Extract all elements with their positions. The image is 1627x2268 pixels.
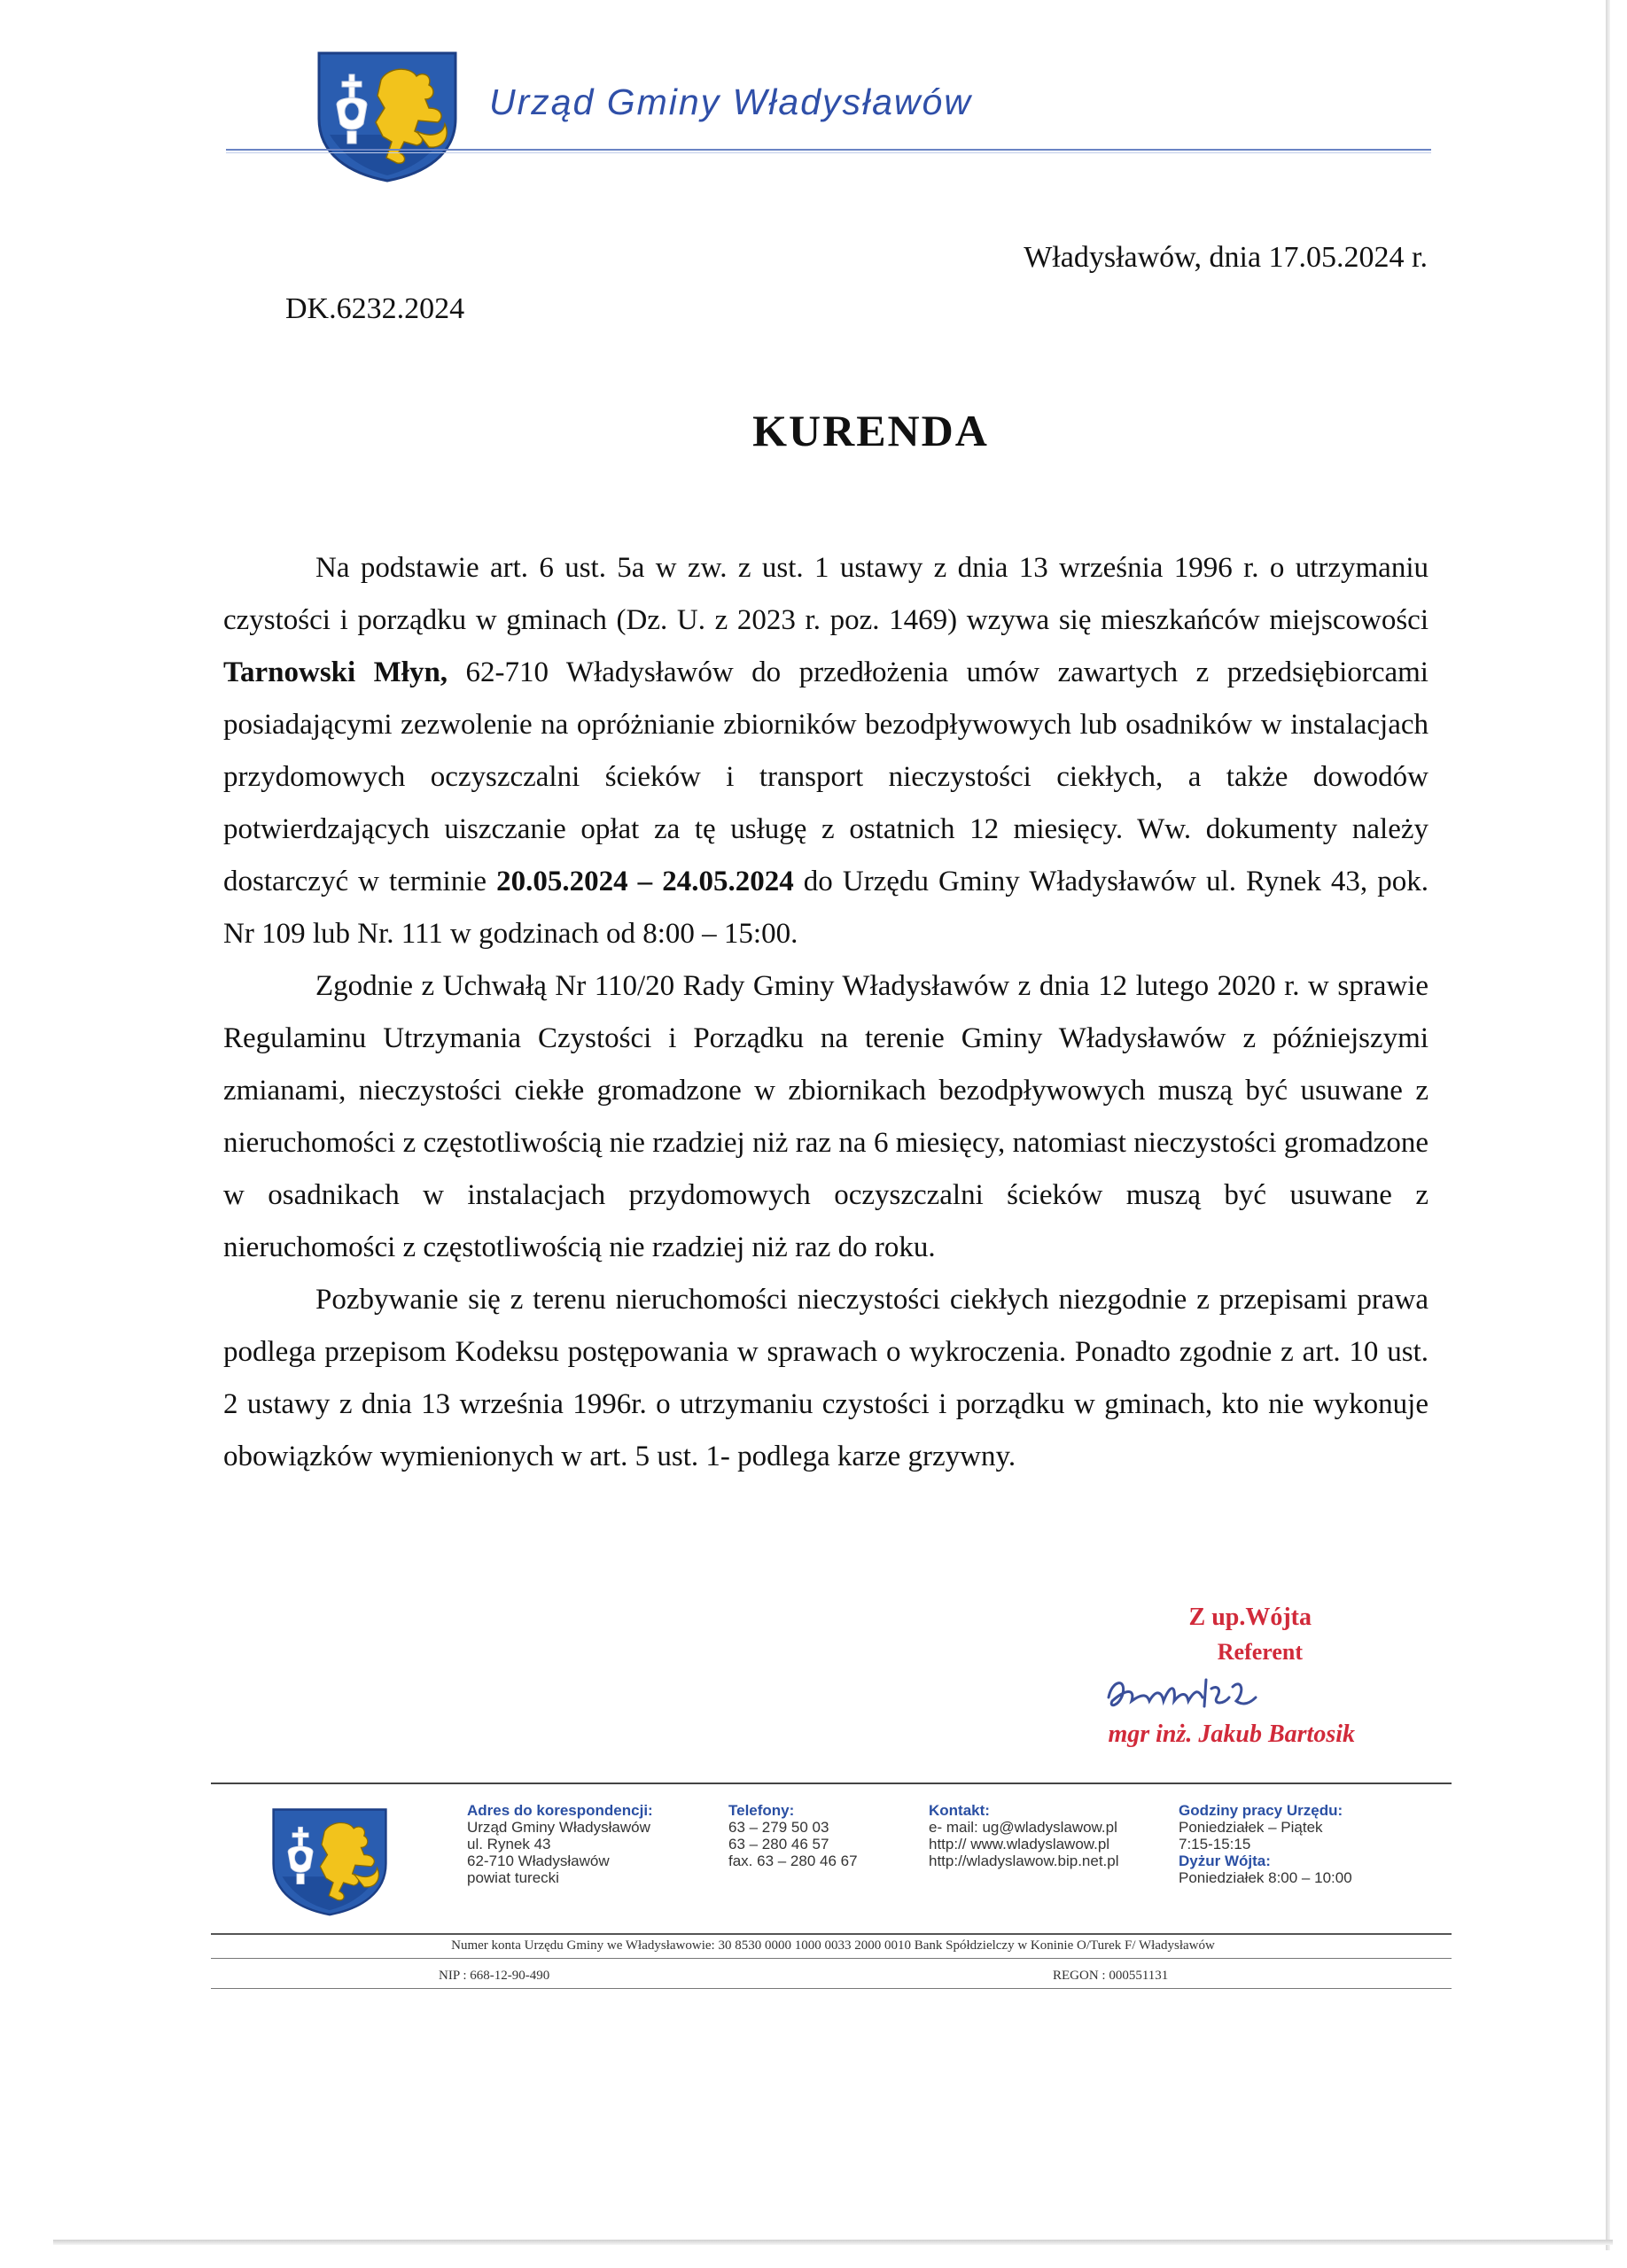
nip-number: NIP : 668-12-90-490 [439, 1969, 550, 1983]
footer-address-line: 62-710 Władysławów [467, 1852, 610, 1869]
paragraph-penalty: Pozbywanie się z terenu nieruchomości nieczystości ciekłych niezgodnie z przepisami prawa podlega przepisom Kodeksu postępowania w sprawach o wykroczenia. Ponadto zgodnie z art. 10 ust. 2 ustawy z dnia 13 września 1996r. o utrzymaniu czystości i porządku w gminach, kto nie wykonuje obowiązków wymienionych w art. 5 ust. 1- podlega karze grzywny. [223, 1284, 1428, 1472]
coat-of-arms-icon [312, 50, 463, 183]
footer-fax-line: fax. 63 – 280 46 67 [728, 1852, 858, 1869]
bank-account: Numer konta Urzędu Gminy we Władysławowie: 30 8530 0000 1000 0033 2000 0010 Bank Spółdzielczy w Koninie O/Turek F/ Władysławów [451, 1938, 1215, 1953]
footer-email-link[interactable]: e- mail: ug@wladyslawow.pl [929, 1819, 1117, 1836]
regon-number: REGON : 000551131 [1053, 1969, 1169, 1983]
page-edge-shadow [1606, 0, 1610, 2250]
place-date: Władysławów, dnia 17.05.2024 r. [1024, 241, 1428, 274]
footer-divider-bottom [211, 1988, 1452, 1989]
footer-mayor-header: Dyżur Wójta: [1179, 1852, 1271, 1869]
office-name: Urząd Gminy Władysławów [489, 82, 972, 122]
reference-number: DK.6232.2024 [285, 292, 465, 325]
coat-of-arms-footer-icon [268, 1798, 392, 1924]
footer-hours-line: 7:15-15:15 [1179, 1836, 1251, 1852]
footer-address [467, 1802, 653, 1886]
footer-hours-line: Poniedziałek – Piątek [1179, 1819, 1323, 1836]
footer-phone-line: 63 – 279 50 03 [728, 1819, 829, 1836]
signatory-name: mgr inż. Jakub Bartosik [1108, 1720, 1355, 1748]
footer-contact-header: Kontakt: [929, 1802, 990, 1819]
footer-website-link[interactable]: http:// www.wladyslawow.pl [929, 1836, 1110, 1852]
footer-phone-line: 63 – 280 46 57 [728, 1836, 829, 1852]
footer-mayor-line: Poniedziałek 8:00 – 10:00 [1179, 1869, 1352, 1886]
locality-name: Tarnowski Młyn, [223, 656, 448, 688]
letter-body [223, 542, 1428, 1483]
signature-stamp [1059, 1604, 1378, 1763]
footer-address-line: ul. Rynek 43 [467, 1836, 551, 1852]
deadline-dates: 20.05.2024 – 24.05.2024 [496, 866, 794, 897]
page-bottom-shadow [53, 2240, 1613, 2245]
footer-address-header: Adres do korespondencji: [467, 1802, 653, 1819]
stamp-position: Referent [1217, 1639, 1303, 1665]
footer-contact [929, 1802, 1119, 1869]
footer-hours-header: Godziny pracy Urzędu: [1179, 1802, 1343, 1819]
header-divider-thin [226, 152, 1431, 153]
footer-divider-lower [211, 1933, 1452, 1935]
header-divider [226, 149, 1431, 151]
footer-hours [1179, 1802, 1352, 1886]
footer-address-line: powiat turecki [467, 1869, 559, 1886]
footer-phones-header: Telefony: [728, 1802, 795, 1819]
footer-divider-thin [211, 1958, 1452, 1959]
document-title: KURENDA [752, 406, 989, 455]
paragraph-text: do Urzędu Gminy Władysławów ul. Rynek 43, pok. Nr 109 lub Nr. 111 w godzinach od 8:00 – 15:00. [223, 866, 1428, 950]
stamp-authority: Z up.Wójta [1188, 1604, 1312, 1631]
footer-address-line: Urząd Gminy Władysławów [467, 1819, 650, 1836]
footer-divider [211, 1783, 1452, 1784]
footer-phones [728, 1802, 858, 1869]
footer-bip-link[interactable]: http://wladyslawow.bip.net.pl [929, 1852, 1119, 1869]
paragraph-text: 62-710 Władysławów do przedłożenia umów zawartych z przedsiębiorcami posiadającymi zezwolenie na opróżnianie zbiorników bezodpływowych lub osadników w instalacjach przydomowych oczyszczalni ścieków i transport nieczystości ciekłych, a także dowodów potwierdzających uiszczanie opłat za tę usługę z ostatnich 12 miesięcy. Ww. dokumenty należy dostarczyć w terminie [223, 656, 1428, 897]
handwritten-signature [1100, 1662, 1286, 1720]
paragraph-regulation: Zgodnie z Uchwałą Nr 110/20 Rady Gminy Władysławów z dnia 12 lutego 2020 r. w sprawie Regulaminu Utrzymania Czystości i Porządku na terenie Gminy Władysławów z późniejszymi zmianami, nieczystości ciekłe gromadzone w zbiornikach bezodpływowych muszą być usuwane z nieruchomości z częstotliwością nie rzadziej niż raz na 6 miesięcy, natomiast nieczystości gromadzone w osadnikach w instalacjach przydomowych oczyszczalni ścieków muszą być usuwane z nieruchomości z częstotliwością nie rzadziej niż raz do roku. [223, 970, 1428, 1263]
paragraph-text: Na podstawie art. 6 ust. 5a w zw. z ust. 1 ustawy z dnia 13 września 1996 r. o utrzymaniu czystości i porządku w gminach (Dz. U. z 2023 r. poz. 1469) wzywa się mieszkańców miejscowości [223, 552, 1428, 636]
paragraph-summons [223, 542, 1428, 960]
